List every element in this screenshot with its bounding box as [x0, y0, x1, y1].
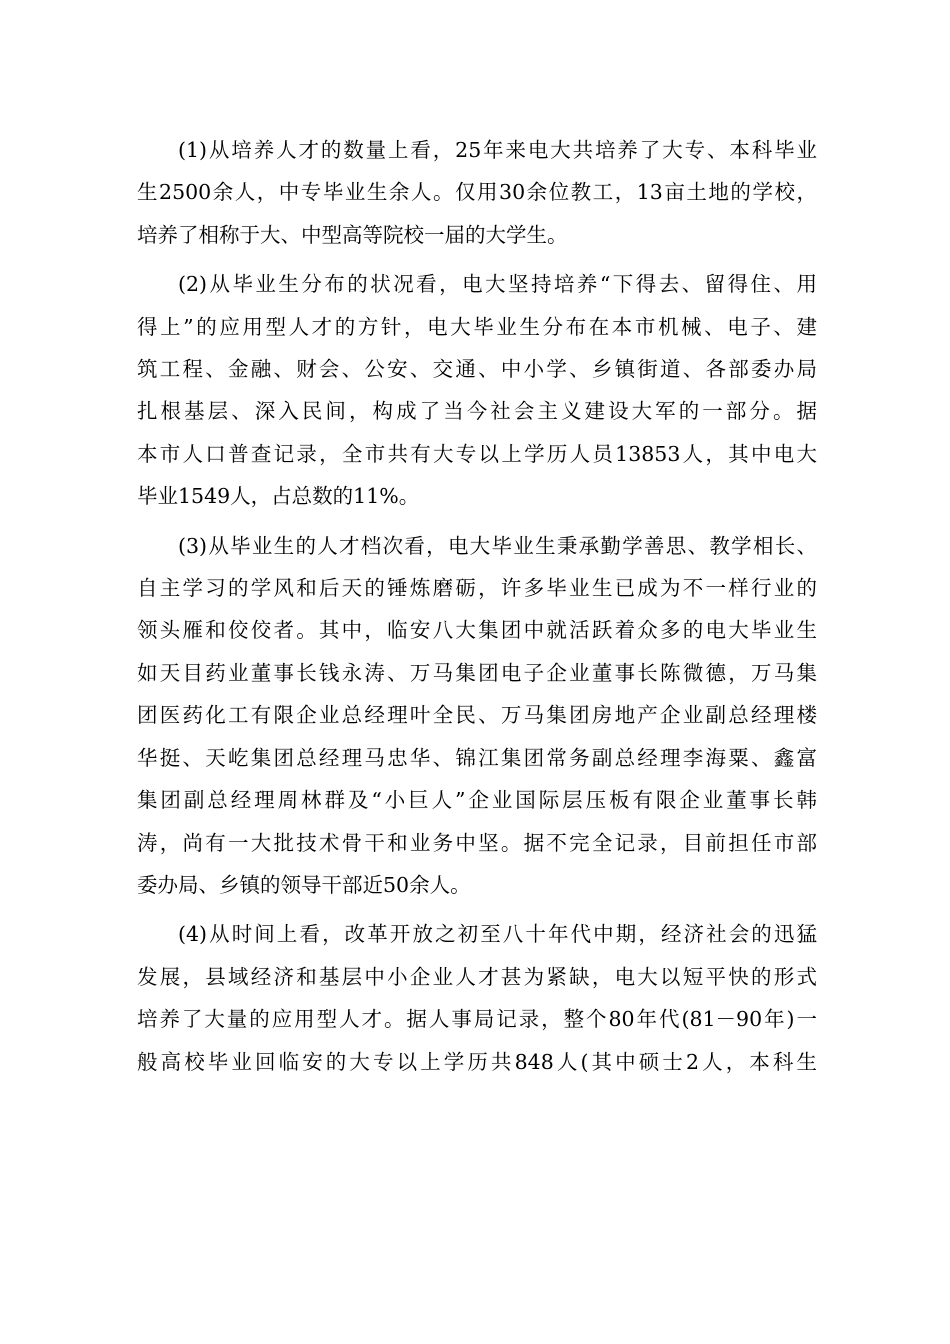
paragraph-line: 领头雁和佼佼者。其中，临安八大集团中就活跃着众多的电大毕业生 — [137, 618, 817, 643]
paragraph-line: 般高校毕业回临安的大专以上学历共848人(其中硕士2人，本科生 — [137, 1049, 817, 1074]
paragraph-line: 筑工程、金融、财会、公安、交通、中小学、乡镇街道、各部委办局 — [137, 357, 817, 382]
paragraph-line: 扎根基层、深入民间，构成了当今社会主义建设大军的一部分。据 — [137, 399, 817, 424]
paragraph-1 — [137, 129, 817, 256]
paragraph-line: (3)从毕业生的人才档次看，电大毕业生秉承勤学善思、教学相长、 — [178, 533, 817, 558]
paragraph-line: 毕业1549人，占总数的11%。 — [137, 484, 420, 509]
paragraph-line: 华挺、天屹集团总经理马忠华、锦江集团常务副总经理李海粟、鑫富 — [137, 745, 817, 770]
paragraph-line: 培养了相称于大、中型高等院校一届的大学生。 — [137, 222, 568, 247]
paragraph-line: 涛，尚有一大批技术骨干和业务中坚。据不完全记录，目前担任市部 — [137, 830, 817, 855]
paragraph-line: (1)从培养人才的数量上看，25年来电大共培养了大专、本科毕业 — [178, 138, 817, 162]
paragraph-line: 生2500余人，中专毕业生余人。仅用30余位教工，13亩土地的学校， — [137, 180, 817, 205]
paragraph-3 — [137, 525, 817, 907]
paragraph-line: 发展，县域经济和基层中小企业人才甚为紧缺，电大以短平快的形式 — [137, 964, 817, 989]
paragraph-line: 培养了大量的应用型人才。据人事局记录，整个80年代(81－90年)一 — [137, 1007, 817, 1032]
paragraph-line: 团医药化工有限企业总经理叶全民、万马集团房地产企业副总经理楼 — [137, 703, 817, 728]
paragraph-line: 得上”的应用型人才的方针，电大毕业生分布在本市机械、电子、建 — [137, 314, 817, 339]
paragraph-2 — [137, 263, 817, 517]
document-page — [137, 129, 817, 1090]
paragraph-line: 自主学习的学风和后天的锤炼磨砺，许多毕业生已成为不一样行业的 — [137, 576, 817, 601]
paragraph-line: (4)从时间上看，改革开放之初至八十年代中期，经济社会的迅猛 — [178, 922, 817, 947]
paragraph-line: 集团副总经理周林群及“小巨人”企业国际层压板有限企业董事长韩 — [137, 788, 817, 813]
paragraph-line: 如天目药业董事长钱永涛、万马集团电子企业董事长陈微德，万马集 — [137, 660, 817, 685]
paragraph-line: (2)从毕业生分布的状况看，电大坚持培养“下得去、留得住、用 — [178, 272, 817, 297]
paragraph-line: 委办局、乡镇的领导干部近50余人。 — [137, 872, 471, 897]
paragraph-4 — [137, 913, 817, 1083]
paragraph-line: 本市人口普查记录，全市共有大专以上学历人员13853人，其中电大 — [137, 441, 817, 466]
